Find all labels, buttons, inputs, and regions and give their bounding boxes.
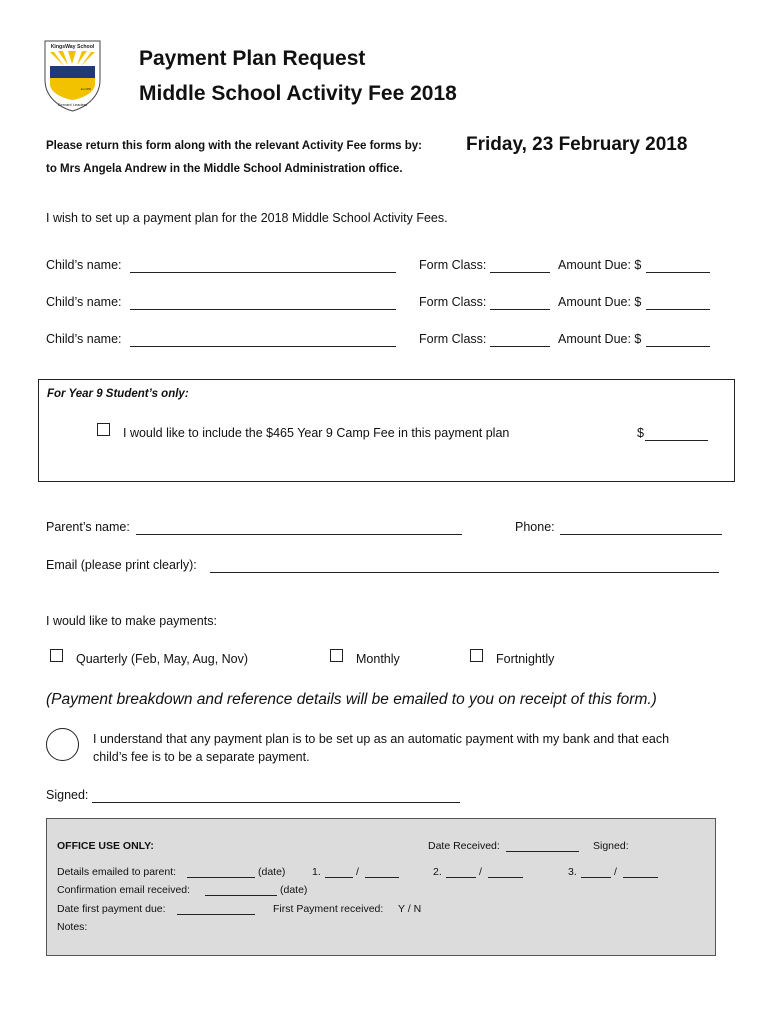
phone-field[interactable] (560, 522, 722, 535)
monthly-option-label: Monthly (356, 652, 400, 666)
amount-due-label: Amount Due: $ (558, 332, 642, 346)
due-date: Friday, 23 February 2018 (466, 134, 688, 155)
item2-slash: / (479, 866, 482, 878)
form-class-field[interactable] (490, 297, 550, 310)
signed-label: Signed: (46, 788, 89, 802)
fortnightly-option-label: Fortnightly (496, 652, 555, 666)
date-received-field[interactable] (506, 841, 579, 852)
child-name-label: Child’s name: (46, 332, 122, 346)
confirmation-date-label: (date) (280, 884, 308, 896)
item1-field-b[interactable] (365, 867, 399, 878)
first-received-label: First Payment received: (273, 903, 384, 915)
item1-slash: / (356, 866, 359, 878)
item3-field-b[interactable] (623, 867, 658, 878)
year9-amount-field[interactable] (645, 428, 708, 441)
form-class-field[interactable] (490, 260, 550, 273)
details-date-label: (date) (258, 866, 286, 878)
item3-slash: / (614, 866, 617, 878)
amount-due-field[interactable] (646, 297, 710, 310)
office-use-section (46, 818, 716, 956)
year9-dollar-label: $ (637, 426, 644, 440)
amount-due-field[interactable] (646, 260, 710, 273)
fortnightly-checkbox[interactable] (470, 649, 483, 662)
office-heading: OFFICE USE ONLY: (57, 840, 154, 852)
year9-heading: For Year 9 Student’s only: (47, 388, 189, 400)
logo-year: Est 1950 (80, 88, 91, 91)
quarterly-option-label: Quarterly (Feb, May, Aug, Nov) (76, 652, 249, 666)
item3-field-a[interactable] (581, 867, 611, 878)
confirmation-field[interactable] (205, 885, 277, 896)
first-due-label: Date first payment due: (57, 903, 166, 915)
payments-heading: I would like to make payments: (46, 614, 217, 628)
return-to: to Mrs Angela Andrew in the Middle School Administration office. (46, 163, 403, 175)
confirmation-label: Confirmation email received: (57, 884, 191, 896)
monthly-checkbox[interactable] (330, 649, 343, 662)
item2-label: 2. (433, 866, 442, 878)
form-class-field[interactable] (490, 334, 550, 347)
item3-label: 3. (568, 866, 577, 878)
return-instructions: Please return this form along with the relevant Activity Fee forms by: (46, 140, 422, 152)
signature-field[interactable] (92, 790, 460, 803)
parent-name-field[interactable] (136, 522, 462, 535)
year9-camp-checkbox[interactable] (97, 423, 110, 436)
form-title-line1: Payment Plan Request (139, 47, 366, 70)
amount-due-field[interactable] (646, 334, 710, 347)
intro-text: I wish to set up a payment plan for the 2018 Middle School Activity Fees. (46, 211, 448, 225)
child-name-field[interactable] (130, 297, 396, 310)
email-field[interactable] (210, 560, 719, 573)
first-due-field[interactable] (177, 904, 255, 915)
logo-school-name: KingsWay School (50, 44, 95, 50)
amount-due-label: Amount Due: $ (558, 258, 642, 272)
form-class-label: Form Class: (419, 332, 487, 346)
school-logo (44, 40, 101, 112)
parent-name-label: Parent’s name: (46, 520, 130, 534)
date-received-label: Date Received: (428, 840, 500, 852)
item1-label: 1. (312, 866, 321, 878)
child-name-label: Child’s name: (46, 295, 122, 309)
child-name-label: Child’s name: (46, 258, 122, 272)
form-title-line2: Middle School Activity Fee 2018 (139, 82, 457, 105)
logo-motto: Servant Leaders (57, 102, 88, 107)
logo-blue-band (50, 66, 95, 78)
amount-due-label: Amount Due: $ (558, 295, 642, 309)
quarterly-checkbox[interactable] (50, 649, 63, 662)
office-signed-label: Signed: (593, 840, 629, 852)
agreement-line2: child’s fee is to be a separate payment. (93, 750, 310, 764)
item2-field-a[interactable] (446, 867, 476, 878)
first-received-yn[interactable]: Y / N (398, 903, 422, 915)
form-class-label: Form Class: (419, 258, 487, 272)
child-name-field[interactable] (130, 260, 396, 273)
item2-field-b[interactable] (488, 867, 523, 878)
agreement-circle[interactable] (46, 728, 79, 761)
child-name-field[interactable] (130, 334, 396, 347)
email-label: Email (please print clearly): (46, 558, 197, 572)
agreement-line1: I understand that any payment plan is to be set up as an automatic payment with my bank and that each (93, 732, 670, 746)
breakdown-note: (Payment breakdown and reference details will be emailed to you on receipt of this form.) (46, 691, 657, 708)
details-emailed-label: Details emailed to parent: (57, 866, 177, 878)
phone-label: Phone: (515, 520, 555, 534)
item1-field-a[interactable] (325, 867, 353, 878)
form-class-label: Form Class: (419, 295, 487, 309)
notes-label: Notes: (57, 921, 88, 933)
details-emailed-field[interactable] (187, 867, 255, 878)
year9-camp-option: I would like to include the $465 Year 9 Camp Fee in this payment plan (123, 426, 510, 440)
